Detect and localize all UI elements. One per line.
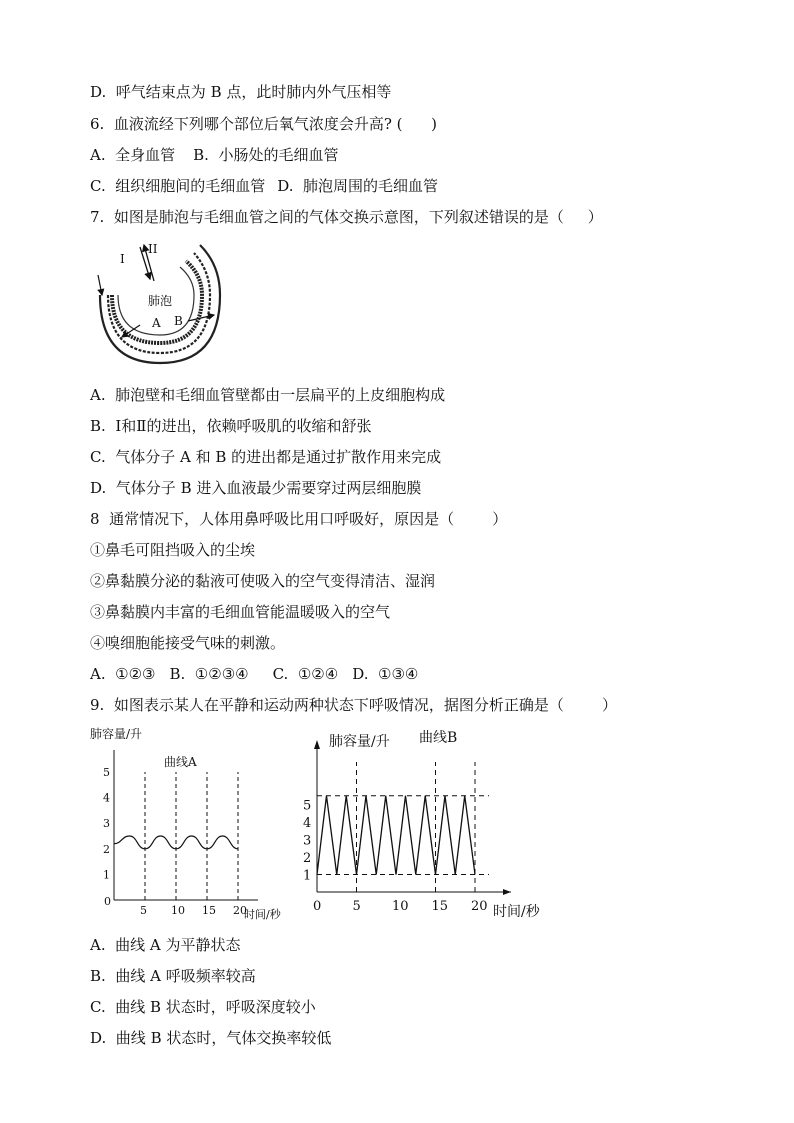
x-tick-label: 20 (233, 904, 247, 917)
y-tick-label: 1 (303, 868, 312, 884)
q6-options-cd (90, 176, 438, 196)
chart-title: 曲线A (164, 755, 197, 769)
y-tick-label: 5 (303, 798, 312, 814)
x-tick-label: 15 (202, 904, 216, 917)
q7-option-a: A. 肺泡壁和毛细血管壁都由一层扁平的上皮细胞构成 (90, 386, 446, 404)
label-II: II (148, 242, 158, 256)
q9-option-b: B. 曲线 A 呼吸频率较高 (90, 967, 256, 985)
y-tick-label: 2 (303, 851, 312, 866)
q8-option-b: B. ①②③④ (169, 665, 249, 683)
q6-option-c: C. 组织细胞间的毛细血管 (90, 177, 266, 195)
y-tick-label: 4 (103, 791, 110, 805)
x-tick-label: 5 (352, 899, 361, 914)
x-axis-arrow (503, 889, 511, 895)
question-9: 9. 如图表示某人在平静和运动两种状态下呼吸情况，据图分析正确是（ ） (90, 696, 617, 714)
y-tick-label: 2 (103, 842, 110, 856)
origin-label: 0 (104, 895, 111, 908)
y-tick-label: 3 (303, 833, 312, 849)
label-B: B (174, 314, 183, 328)
q6-options-ab (90, 145, 338, 165)
label-A: A (152, 316, 161, 330)
x-tick-label: 15 (431, 899, 449, 914)
question-6: 6. 血液流经下列哪个部位后氧气浓度会升高? ( ) (90, 115, 437, 133)
label-I: I (120, 252, 125, 266)
x-axis-label: 时间/秒 (493, 904, 540, 920)
q9-option-c: C. 曲线 B 状态时，呼吸深度较小 (90, 998, 316, 1016)
q6-option-a: A. 全身血管 (90, 146, 176, 164)
q8-statement-3: ③鼻黏膜内丰富的毛细血管能温暖吸入的空气 (90, 603, 391, 621)
q8-option-a: A. ①②③ (90, 665, 156, 683)
y-axis-label: 肺容量/升 (329, 734, 390, 750)
q8-statement-4: ④嗅细胞能接受气味的刺激。 (90, 634, 286, 652)
q9-option-a: A. 曲线 A 为平静状态 (90, 936, 241, 954)
x-tick-label: 20 (471, 899, 488, 914)
x-tick-label: 10 (392, 899, 409, 914)
q7-option-c: C. 气体分子 A 和 B 的进出都是通过扩散作用来完成 (90, 448, 442, 466)
y-tick-label: 3 (103, 817, 110, 831)
series-line (317, 796, 475, 875)
alveolus-diagram (90, 235, 230, 370)
question-8: 8 通常情况下，人体用鼻呼吸比用口呼吸好，原因是（ ） (90, 510, 508, 528)
q7-option-b: B. Ⅰ和Ⅱ的进出，依赖呼吸肌的收缩和舒张 (90, 417, 372, 435)
q8-option-c: C. ①②④ (272, 665, 339, 683)
q9-option-d: D. 曲线 B 状态时，气体交换率较低 (90, 1029, 332, 1047)
arrow-left-flow (98, 275, 102, 295)
q8-option-d: D. ①③④ (352, 665, 419, 683)
q8-options (90, 664, 418, 684)
q7-option-d: D. 气体分子 B 进入血液最少需要穿过两层细胞膜 (90, 479, 422, 497)
chart-title: 曲线B (419, 730, 458, 746)
chart-curve-b (295, 722, 565, 927)
option-d-prev: D. 呼气结束点为 B 点，此时肺内外气压相等 (90, 83, 392, 101)
y-tick-label: 5 (103, 766, 110, 779)
q6-option-b: B. 小肠处的毛细血管 (193, 146, 339, 164)
y-tick-label: 4 (303, 816, 312, 831)
x-tick-label: 0 (313, 899, 322, 914)
y-axis-label: 肺容量/升 (90, 727, 143, 741)
q8-statement-2: ②鼻黏膜分泌的黏液可使吸入的空气变得清洁、湿润 (90, 572, 436, 590)
x-axis-label: 时间/秒 (244, 908, 281, 921)
chart-curve-a (90, 722, 290, 922)
question-7: 7. 如图是肺泡与毛细血管之间的气体交换示意图，下列叙述错误的是（ ） (90, 208, 603, 226)
q8-statement-1: ①鼻毛可阻挡吸入的尘埃 (90, 541, 256, 559)
q6-option-d: D. 肺泡周围的毛细血管 (277, 177, 439, 195)
y-tick-label: 1 (103, 868, 110, 882)
y-axis-arrow (314, 740, 320, 749)
x-tick-label: 5 (140, 904, 147, 917)
x-tick-label: 10 (171, 904, 185, 917)
label-alveolus: 肺泡 (148, 294, 173, 308)
